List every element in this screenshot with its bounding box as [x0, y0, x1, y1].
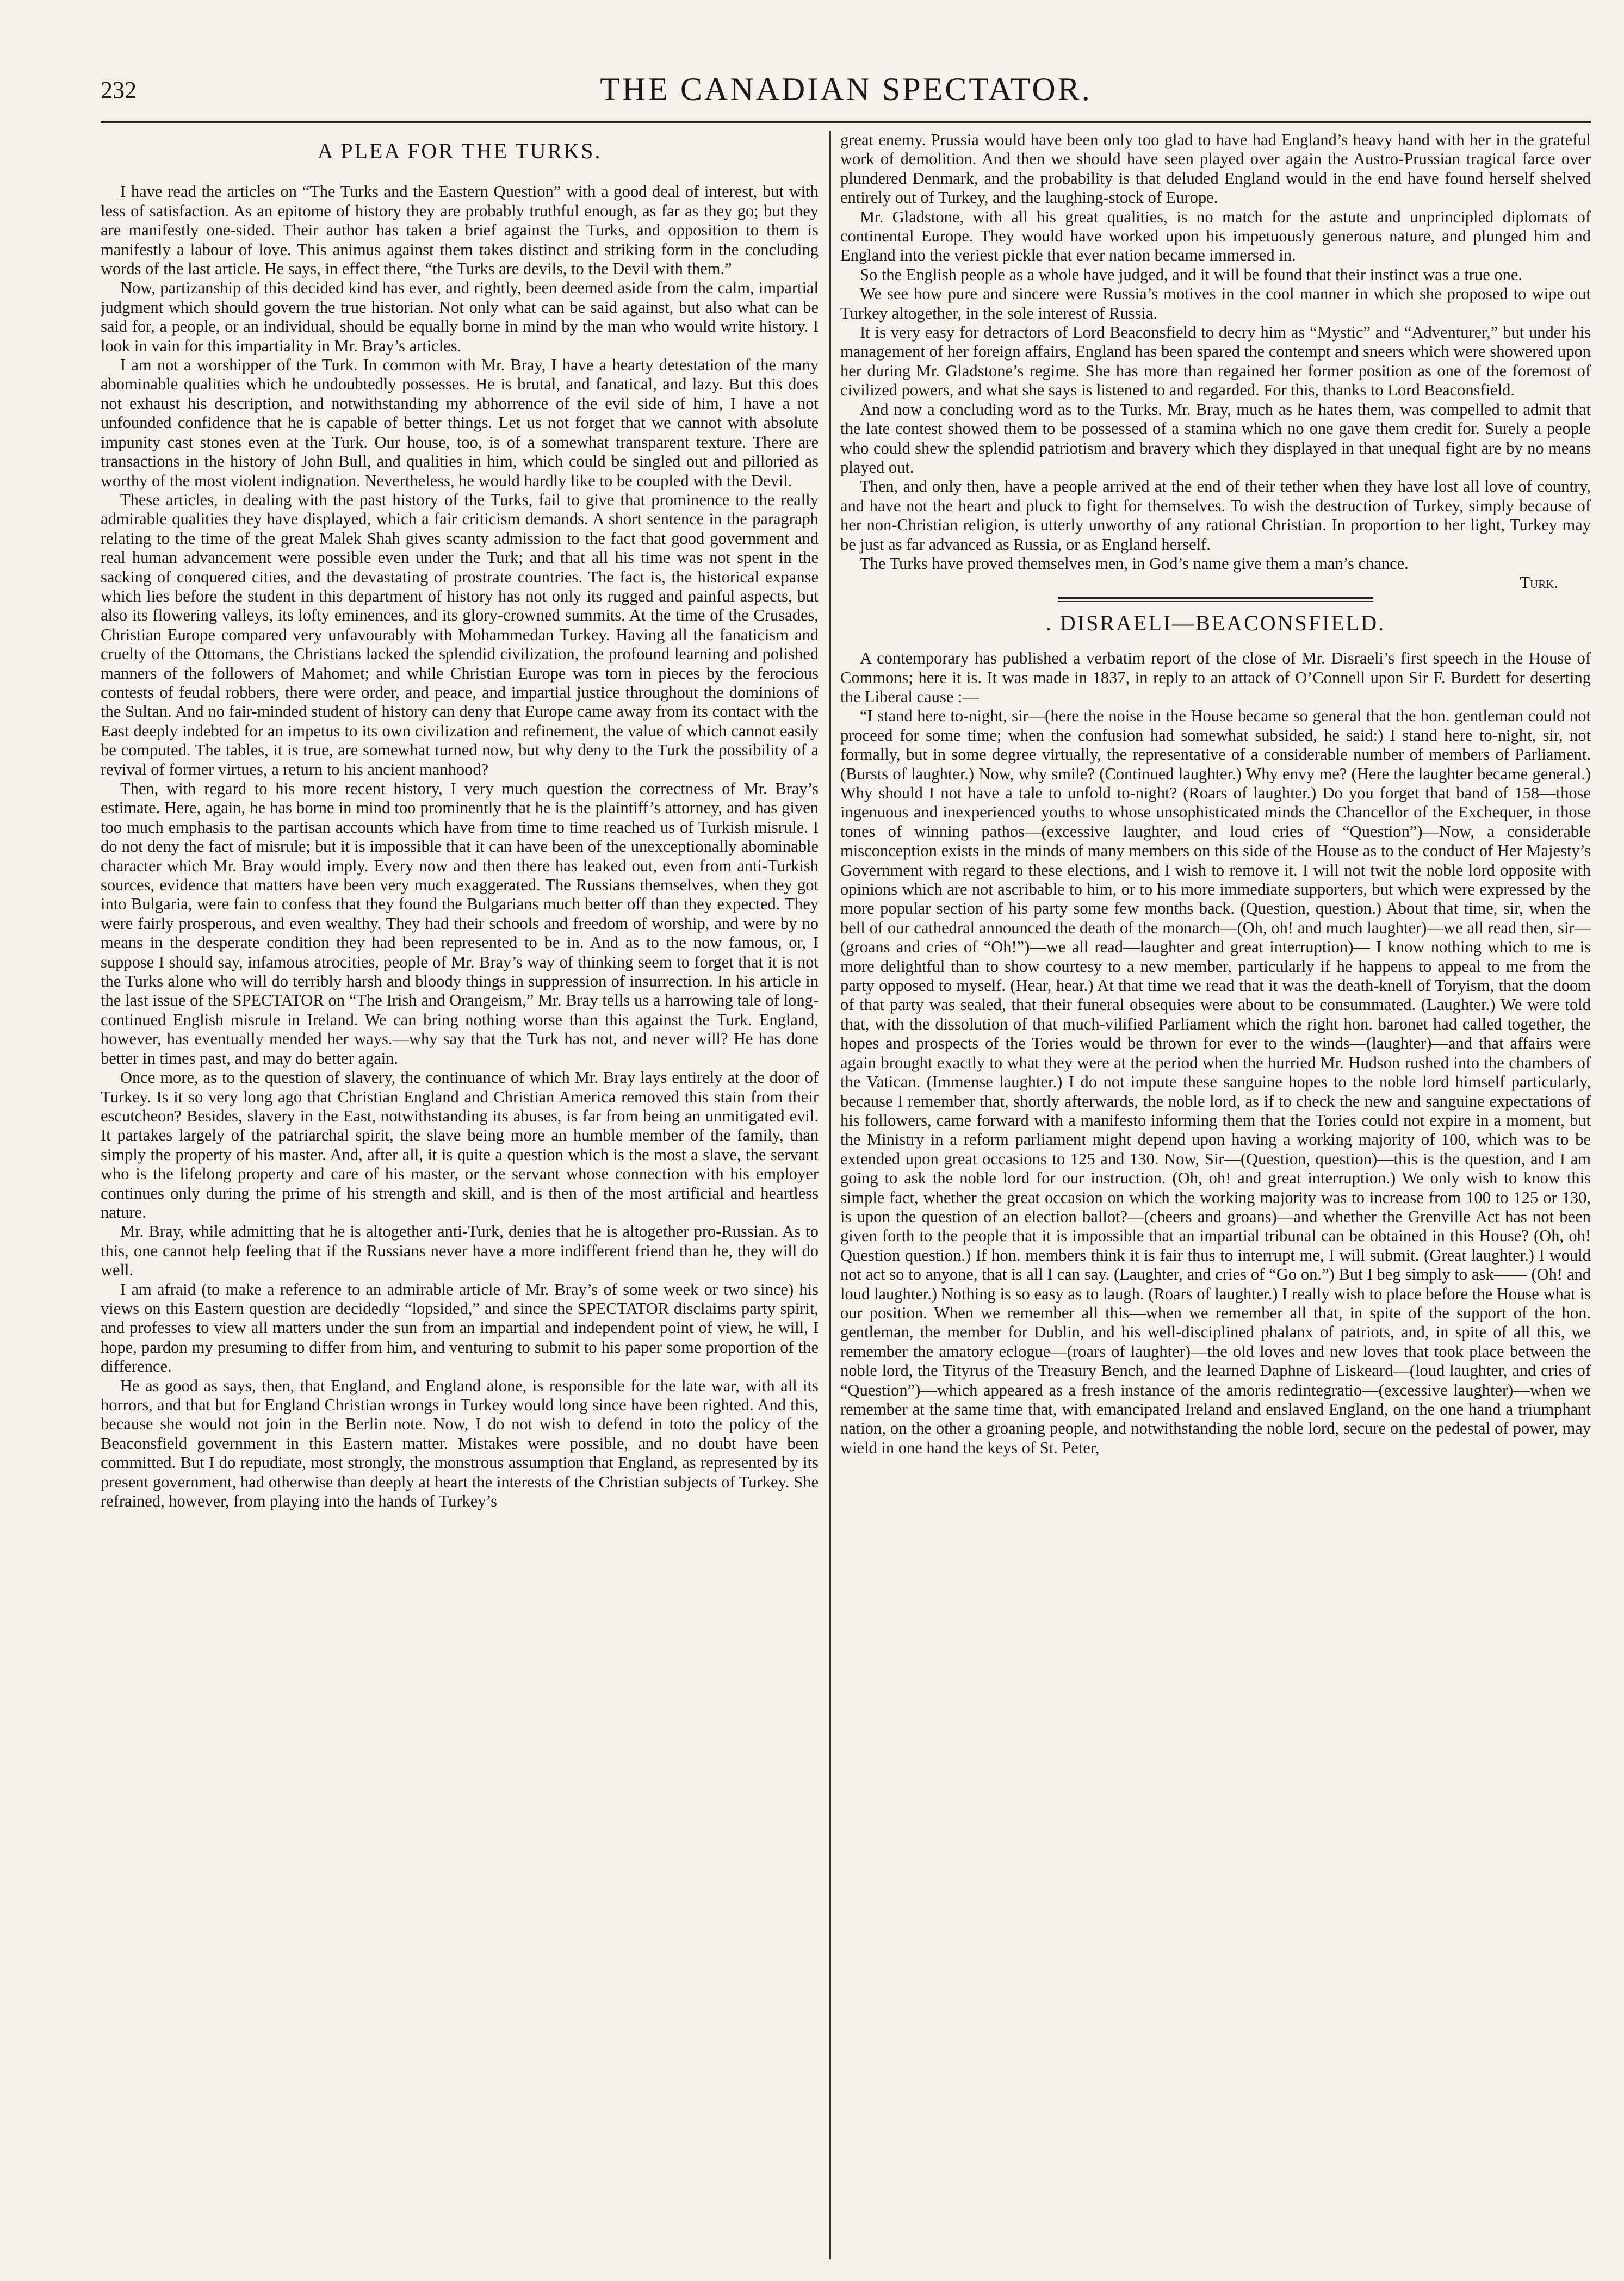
paragraph: These articles, in dealing with the past history of the Turks, fail to give that prominence to the really admirable qualities they have displayed, which a fair criticism demands. A short sentence in the paragraph relating to the time of the great Malek Shah gives scanty admission to the fact that good government and real human advancement were possible even under the Turk; and that all his time was not spent in the sacking of conquered cities, and the devastating of prostrate countries. The fact is, the historical expanse which lies before the student in this department of history has not only its rugged and painful aspects, but also its flowering valleys, its lofty eminences, and its glory-crowned summits. At the time of the Crusades, Christian Europe compared very unfavourably with Mohammedan Turkey. Having all the fanaticism and cruelty of the Ottomans, the Christians lacked the splendid civilization, the profound learning and polished manners of the followers of Mahomet; and while Christian Europe was torn in pieces by the ferocious contests of feudal robbers, there were order, and peace, and impartial justice throughout the dominions of the Sultan. And no fair-minded student of history can deny that Europe came away from its contact with the East deeply indebted for an impetus to its own civilization and refinement, the value of which cannot easily be computed. The tables, it is true, are somewhat turned now, but why deny to the Turk the possibility of a revival of former virtues, a return to his ancient manhood?: [101, 490, 819, 779]
article-title: A PLEA FOR THE TURKS.: [317, 139, 602, 163]
paragraph: I have read the articles on “The Turks and the Eastern Question” with a good deal of interest, but with less of satisfaction. As an epitome of history they are probably truthful enough, as far as they go; but they are manifestly one-sided. Their author has taken a brief against the Turks, and opposition to them is manifestly a labour of love. This animus against them takes distinct and striking form in the concluding words of the last article. He says, in effect there, “the Turks are devils, to the Devil with them.”: [101, 182, 819, 278]
page-number: 232: [101, 77, 137, 103]
paragraph: Once more, as to the question of slavery, the continuance of which Mr. Bray lays entirely at the door of Turkey. Is it so very long ago that Christian England and Christian America removed this stain from their escutcheon? Besides, slavery in the East, notwithstanding its abuses, is far from being an unmitigated evil. It partakes largely of the patriarchal spirit, the slave being more an humble member of the family, than simply the property of his master. And, after all, it is quite a question which is the most a slave, the servant who is the lifelong property and care of his master, or the servant whose connection with his employer continues only during the prime of his strength and skill, and is then of the most artificial and heartless nature.: [101, 1068, 819, 1222]
paragraph: It is very easy for detractors of Lord Beaconsfield to decry him as “Mystic” and “Adventurer,” but under his management of her foreign affairs, England has been spared the contempt and sneers which were showered upon her during Mr. Gladstone’s regime. She has more than regained her former position as one of the foremost of civilized powers, and what she says is listened to and regarded. For this, thanks to Lord Beaconsfield.: [840, 323, 1591, 400]
paragraph-continued: great enemy. Prussia would have been only too glad to have had England’s heavy hand with her in the grateful work of demolition. And then we should have seen played over again the Austro-Prussian tragical farce over plundered Denmark, and the probability is that deluded England would in the end have found herself shelved entirely out of Turkey, and the laughing-stock of Europe.: [840, 131, 1591, 207]
left-column: [101, 131, 819, 2259]
paragraph: We see how pure and sincere were Russia’s motives in the cool manner in which she proposed to wipe out Turkey altogether, in the sole interest of Russia.: [840, 284, 1591, 323]
paragraph: And now a concluding word as to the Turks. Mr. Bray, much as he hates them, was compelled to admit that the late contest showed them to be possessed of a stamina which no one gave them credit for. Surely a people who could shew the splendid patriotism and bravery which they displayed in that unequal fight are by no means played out.: [840, 400, 1591, 476]
signature: Turk.: [1520, 573, 1558, 592]
paragraph: He as good as says, then, that England, and England alone, is responsible for the late war, with all its horrors, and that but for England Christian wrongs in Turkey would long since have been righted. And this, because she would not join in the Berlin note. Now, I do not wish to defend in toto the policy of the Beaconsfield government in this Eastern matter. Mistakes were possible, and no doubt have been committed. But I do repudiate, most strongly, the monstrous assumption that England, as represented by its present government, had otherwise than deeply at heart the interests of the Christian subjects of Turkey. She refrained, however, from playing into the hands of Turkey’s: [101, 1376, 819, 1511]
second-article-title: . DISRAELI—BEACONSFIELD.: [1045, 610, 1386, 635]
article-divider: [1058, 597, 1373, 602]
paragraph: Then, and only then, have a people arrived at the end of their tether when they have lost all love of country, and have not the heart and pluck to fight for themselves. To wish the destruction of Turkey, simply because of her non-Christian religion, is utterly unworthy of any rational Christian. In proportion to her light, Turkey may be just as far advanced as Russia, or as England herself.: [840, 477, 1591, 554]
paragraph: A contemporary has published a verbatim report of the close of Mr. Disraeli’s first speech in the House of Commons; here it is. It was made in 1837, in reply to an attack of O’Connell upon Sir F. Burdett for deserting the Liberal cause :—: [840, 649, 1591, 706]
right-column: [840, 131, 1591, 2259]
paragraph: “I stand here to-night, sir—(here the noise in the House became so general that the hon. gentleman could not proceed for some time; when the confusion had somewhat subsided, he said:) I stand here to-night, sir, not formally, but in some degree virtually, the representative of a considerable number of members of Parliament. (Bursts of laughter.) Now, why smile? (Continued laughter.) Why envy me? (Here the laughter became general.) Why should I not have a tale to unfold to-night? (Roars of laughter.) Do you forget that band of 158—those ingenuous and inexperienced youths to whose unsophisticated minds the Chancellor of the Exchequer, in those tones of winning pathos—(excessive laughter, and loud cries of “Question”)—Now, a considerable misconception exists in the minds of many members on this side of the House as to the conduct of Her Majesty’s Government with regard to these elections, and I wish to remove it. I will not twit the noble lord opposite with opinions which are not ascribable to him, or to his more immediate supporters, but which were expressed by the more popular section of his party some few months back. (Question, question.) About that time, sir, when the bell of our cathedral announced the death of the monarch—(Oh, oh! and much laughter)—we all read then, sir—(groans and cries of “Oh!”)—we all read—laughter and great interruption)— I know nothing which to me is more delightful than to show courtesy to a new member, particularly if he happens to appeal to me from the party opposed to myself. (Hear, hear.) At that time we read that it was the death-knell of Toryism, that the doom of that party was sealed, that their funeral obsequies were about to be consummated. (Laughter.) We were told that, with the dissolution of that much-vilified Parliament which the right hon. baronet had called together, the hopes and prospects of the Tories would be thrown for ever to the winds—(laughter)—and that affairs were again brought exactly to what they were at the period when the hurried Mr. Hudson rushed into the chambers of the Vatican. (Immense laughter.) I do not impute these sanguine hopes to the noble lord himself particularly, because I remember that, shortly afterwards, the noble lord, as if to check the new and sanguine expectations of his followers, came forward with a manifesto informing them that the Tories could not expire in a moment, but the Ministry in a reform parliament might depend upon having a working majority of 100, which was to be extended upon great occasions to 125 and 130. Now, Sir—(Question, question)—this is the question, and I am going to ask the noble lord for our instruction. (Oh, oh! and great interruption.) We only wish to know this simple fact, whether the great occasion on which the working majority was to increase from 100 to 125 or 130, is upon the question of an election ballot?—(cheers and groans)—and whether the Grenville Act has not been given forth to the people that it is impossible that an impartial tribunal can be obtained in this House? (Oh, oh! Question question.) If hon. members think it is fair thus to interrupt me, I will submit. (Great laughter.) I would not act so to anyone, that is all I can say. (Laughter, and cries of “Go on.”) But I beg simply to ask—— (Oh! and loud laughter.) Nothing is so easy as to laugh. (Roars of laughter.) I really wish to place before the House what is our position. When we remember all this—when we remember all that, in spite of the support of the hon. gentleman, the member for Dublin, and his well-disciplined phalanx of patriots, and, in spite of all this, we remember the amatory eclogue—(roars of laughter)—the old loves and new loves that took place between the noble lord, the Tityrus of the Treasury Bench, and the learned Daphne of Liskeard—(loud laughter, and cries of “Question”)—which appeared as a fresh instance of the amoris redintegratio—(excessive laughter)—when we remember at the same time that, with emancipated Ireland and enslaved England, on the one hand a triumphant nation, on the other a groaning people, and notwithstanding the noble lord, secure on the pedestal of power, may wield in one hand the keys of St. Peter,: [840, 706, 1591, 1457]
paragraph: Then, with regard to his more recent history, I very much question the correctness of Mr. Bray’s estimate. Here, again, he has borne in mind too prominently that he is the plaintiff’s attorney, and has given too much emphasis to the partisan accounts which have from time to time reached us of Turkish misrule. I do not deny the fact of misrule; but it is impossible that it can have been of the unexceptionally abominable character which Mr. Bray would imply. Every now and then there has leaked out, even from anti-Turkish sources, evidence that matters have been very much exaggerated. The Russians themselves, when they got into Bulgaria, were fain to confess that they found the Bulgarians much better off than they expected. They were fairly prosperous, and even wealthy. They had their schools and freedom of worship, and were by no means in the desperate condition they had been represented to be in. And as to the now famous, or, I suppose I should say, infamous atrocities, people of Mr. Bray’s way of thinking seem to forget that it is not the Turks alone who will do terribly harsh and bloody things in suppression of insurrection. In his article in the last issue of the SPECTATOR on “The Irish and Orangeism,” Mr. Bray tells us a harrowing tale of long-continued English misrule in Ireland. We can bring nothing worse than this against the Turk. England, however, has eventually mended her ways.—why say that the Turk has not, and never will? He has done better in times past, and may do better again.: [101, 779, 819, 1068]
paragraph: I am not a worshipper of the Turk. In common with Mr. Bray, I have a hearty detestation of the many abominable qualities which he undoubtedly possesses. He is brutal, and fanatical, and lazy. But this does not exhaust his description, and notwithstanding my abhorrence of the evil side of him, I have a not unfounded confidence that he is capable of better things. Let us not forget that we cannot with absolute impunity cast stones even at the Turk. Our house, too, is of a somewhat transparent texture. There are transactions in the history of John Bull, and qualities in him, which could be singled out and pilloried as worthy of the most violent indignation. Nevertheless, he would hardly like to be coupled with the Devil.: [101, 356, 819, 490]
paragraph: I am afraid (to make a reference to an admirable article of Mr. Bray’s of some week or two since) his views on this Eastern question are decidedly “lopsided,” and since the SPECTATOR disclaims party spirit, and professes to view all matters under the sun from an impartial and independent point of view, he will, I hope, pardon my presuming to differ from him, and venturing to submit to his paper some proportion of the difference.: [101, 1280, 819, 1376]
paragraph: So the English people as a whole have judged, and it will be found that their instinct was a true one.: [860, 265, 1523, 284]
header-rule: [101, 121, 1591, 123]
journal-title: THE CANADIAN SPECTATOR.: [600, 71, 1092, 107]
column-rule: [829, 131, 831, 2259]
paragraph: Now, partizanship of this decided kind has ever, and rightly, been deemed aside from the calm, impartial judgment which should govern the true historian. Not only what can be said against, but also what can be said for, a people, or an individual, should be equally borne in mind by the man who would write history. I look in vain for this impartiality in Mr. Bray’s articles.: [101, 278, 819, 355]
columns: [101, 131, 1591, 2259]
paragraph: Mr. Gladstone, with all his great qualities, is no match for the astute and unprincipled diplomats of continental Europe. They would have worked upon his impetuously generous nature, and plunged him and England into the veriest pickle that ever nation became immersed in.: [840, 207, 1591, 265]
paragraph: Mr. Bray, while admitting that he is altogether anti-Turk, denies that he is altogether pro-Russian. As to this, one cannot help feeling that if the Russians never have a more indifferent friend than he, they will do well.: [101, 1222, 819, 1280]
paragraph: The Turks have proved themselves men, in God’s name give them a man’s chance.: [860, 554, 1409, 573]
running-header: [101, 65, 1591, 109]
